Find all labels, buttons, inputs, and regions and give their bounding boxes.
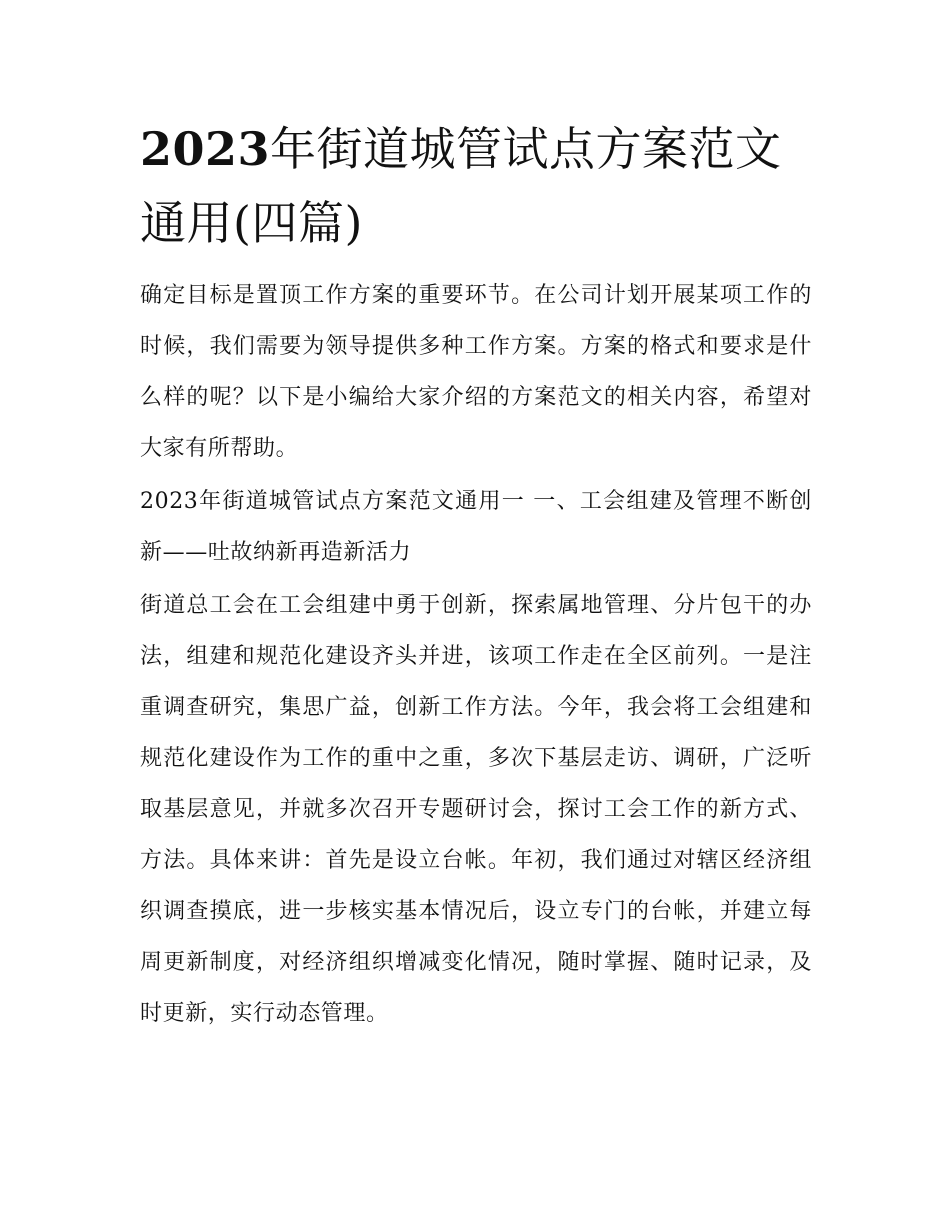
section-heading: 2023年街道城管试点方案范文通用一 一、工会组建及管理不断创新——吐故纳新再造新活力: [140, 489, 812, 565]
title-text: 年街道城管试点方案范文通用(四篇): [140, 122, 782, 250]
document-title: [140, 112, 812, 260]
body-paragraph: 街道总工会在工会组建中勇于创新，探索属地管理、分片包干的办法，组建和规范化建设齐头并进，该项工作走在全区前列。一是注重调查研究，集思广益，创新工作方法。今年，我会将工会组建和规范化建设作为工作的重中之重，多次下基层走访、调研，广泛听取基层意见，并就多次召开专题研讨会，探讨工会工作的新方式、方法。具体来讲：首先是设立台帐。年初，我们通过对辖区经济组织调查摸底，进一步核实基本情况后，设立专门的台帐，并建立每周更新制度，对经济组织增减变化情况，随时掌握、随时记录，及时更新，实行动态管理。: [140, 593, 812, 1026]
title-year: 2023: [140, 122, 271, 176]
document-content: [140, 112, 812, 1039]
intro-paragraph: 确定目标是置顶工作方案的重要环节。在公司计划开展某项工作的时候，我们需要为领导提供多种工作方案。方案的格式和要求是什么样的呢？以下是小编给大家介绍的方案范文的相关内容，希望对大家有所帮助。: [140, 283, 812, 461]
